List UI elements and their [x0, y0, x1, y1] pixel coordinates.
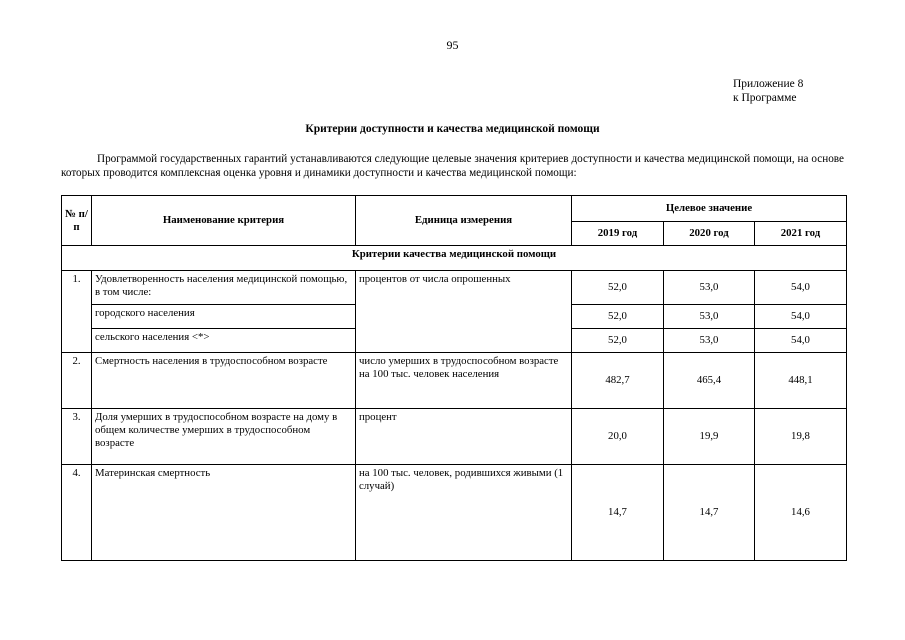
header-unit: Единица измерения — [356, 196, 572, 246]
appendix-line-1: Приложение 8 — [733, 78, 804, 90]
row-num: 4. — [62, 465, 92, 561]
header-name: Наименование критерия — [92, 196, 356, 246]
row-unit: на 100 тыс. человек, родившихся живыми (1 случай) — [356, 465, 572, 561]
row-num: 1. — [62, 271, 92, 353]
section-row — [62, 246, 847, 271]
document-title: Критерии доступности и качества медицинской помощи — [305, 123, 600, 135]
header-target: Целевое значение — [572, 196, 847, 222]
row-unit: процент — [356, 409, 572, 465]
row-value-2020: 14,7 — [664, 465, 755, 561]
row-value-2019: 482,7 — [572, 353, 664, 409]
table-row — [62, 271, 847, 305]
row-unit: число умерших в трудоспособном возрасте на 100 тыс. человек населения — [356, 353, 572, 409]
row-value-2020: 53,0 — [664, 305, 755, 329]
row-value-2021: 54,0 — [755, 305, 847, 329]
header-year-2021: 2021 год — [755, 222, 847, 246]
row-name: Удовлетворенность населения медицинской помощью, в том числе: — [92, 271, 356, 305]
row-name: Доля умерших в трудоспособном возрасте на дому в общем количестве умерших в трудоспособном возрасте — [92, 409, 356, 465]
row-value-2020: 53,0 — [664, 271, 755, 305]
row-value-2019: 52,0 — [572, 329, 664, 353]
table-row — [62, 465, 847, 561]
row-value-2020: 53,0 — [664, 329, 755, 353]
row-num: 3. — [62, 409, 92, 465]
header-num: № п/п — [62, 196, 92, 246]
header-year-2019: 2019 год — [572, 222, 664, 246]
row-value-2020: 19,9 — [664, 409, 755, 465]
row-value-2021: 54,0 — [755, 329, 847, 353]
row-value-2021: 54,0 — [755, 271, 847, 305]
row-value-2019: 52,0 — [572, 305, 664, 329]
table-row — [62, 353, 847, 409]
section-title: Критерии качества медицинской помощи — [62, 246, 847, 271]
row-num: 2. — [62, 353, 92, 409]
row-name: Материнская смертность — [92, 465, 356, 561]
row-value-2019: 20,0 — [572, 409, 664, 465]
row-name: Смертность населения в трудоспособном возрасте — [92, 353, 356, 409]
table-row — [62, 409, 847, 465]
criteria-table — [61, 195, 847, 561]
row-name: сельского населения <*> — [92, 329, 356, 353]
header-year-2020: 2020 год — [664, 222, 755, 246]
row-value-2021: 19,8 — [755, 409, 847, 465]
row-unit: процентов от числа опрошенных — [356, 271, 572, 353]
row-value-2019: 14,7 — [572, 465, 664, 561]
row-value-2020: 465,4 — [664, 353, 755, 409]
appendix-label — [733, 77, 803, 105]
intro-paragraph: Программой государственных гарантий устанавливаются следующие целевые значения критериев доступности и качества медицинской помощи, на основе которых проводится комплексная оценка уровня и динамики доступности и качества медицинской помощи: — [61, 153, 844, 179]
row-value-2021: 14,6 — [755, 465, 847, 561]
row-value-2019: 52,0 — [572, 271, 664, 305]
row-value-2021: 448,1 — [755, 353, 847, 409]
row-name: городского населения — [92, 305, 356, 329]
appendix-line-2: к Программе — [733, 92, 797, 104]
page-number: 95 — [446, 38, 459, 52]
